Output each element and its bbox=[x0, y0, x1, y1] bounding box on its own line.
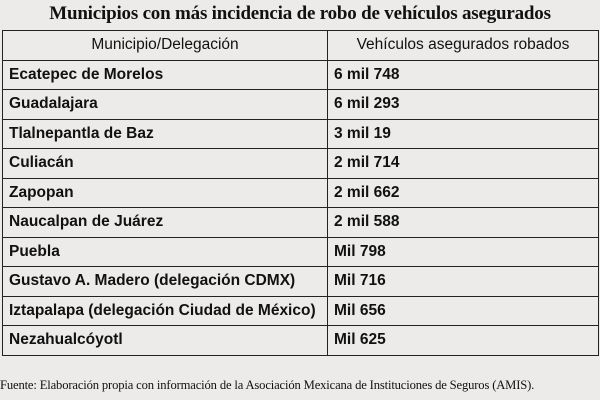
table-header-row bbox=[3, 31, 599, 61]
cell-municipio: Nezahualcóyotl bbox=[3, 326, 328, 356]
table-row bbox=[3, 237, 599, 267]
table-row bbox=[3, 296, 599, 326]
cell-vehiculos: Mil 716 bbox=[328, 267, 599, 297]
cell-vehiculos: Mil 625 bbox=[328, 326, 599, 356]
cell-vehiculos: 2 mil 588 bbox=[328, 208, 599, 238]
data-table bbox=[2, 30, 599, 356]
cell-municipio: Puebla bbox=[3, 237, 328, 267]
table-row bbox=[3, 90, 599, 120]
table-row bbox=[3, 178, 599, 208]
cell-municipio: Zapopan bbox=[3, 178, 328, 208]
table-row bbox=[3, 208, 599, 238]
cell-vehiculos: 6 mil 748 bbox=[328, 60, 599, 90]
table-row bbox=[3, 119, 599, 149]
table-title: Municipios con más incidencia de robo de vehículos asegurados bbox=[49, 3, 551, 24]
table-row bbox=[3, 60, 599, 90]
cell-vehiculos: 6 mil 293 bbox=[328, 90, 599, 120]
cell-municipio: Iztapalapa (delegación Ciudad de México) bbox=[3, 296, 328, 326]
cell-municipio: Culiacán bbox=[3, 149, 328, 179]
header-municipio: Municipio/Delegación bbox=[3, 31, 328, 61]
cell-vehiculos: 2 mil 662 bbox=[328, 178, 599, 208]
table-row bbox=[3, 326, 599, 356]
table-row bbox=[3, 149, 599, 179]
cell-municipio: Tlalnepantla de Baz bbox=[3, 119, 328, 149]
cell-vehiculos: 3 mil 19 bbox=[328, 119, 599, 149]
cell-municipio: Guadalajara bbox=[3, 90, 328, 120]
header-vehiculos: Vehículos asegurados robados bbox=[328, 31, 599, 61]
cell-municipio: Naucalpan de Juárez bbox=[3, 208, 328, 238]
cell-municipio: Ecatepec de Morelos bbox=[3, 60, 328, 90]
cell-vehiculos: Mil 656 bbox=[328, 296, 599, 326]
cell-vehiculos: Mil 798 bbox=[328, 237, 599, 267]
table-row bbox=[3, 267, 599, 297]
cell-vehiculos: 2 mil 714 bbox=[328, 149, 599, 179]
source-note: Fuente: Elaboración propia con información de la Asociación Mexicana de Instituciones de Seguros (AMIS). bbox=[0, 378, 535, 392]
cell-municipio: Gustavo A. Madero (delegación CDMX) bbox=[3, 267, 328, 297]
